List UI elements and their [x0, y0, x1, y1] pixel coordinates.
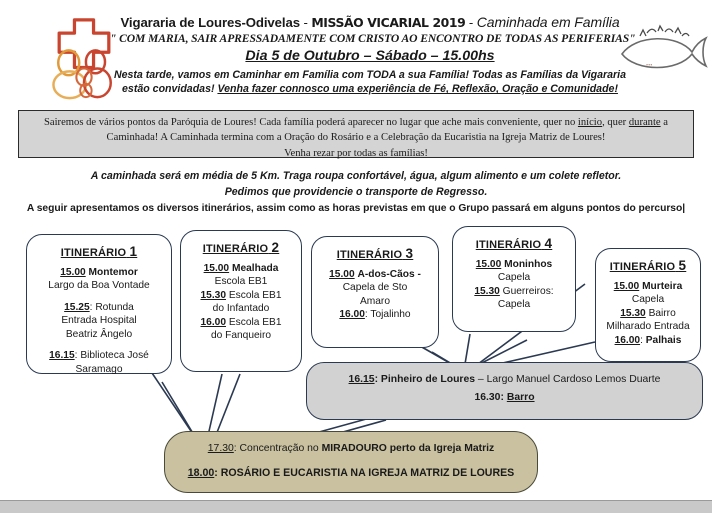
stop-sep: : [640, 334, 643, 346]
stop-time: 15.00 [475, 259, 502, 270]
stop-place: Mealhada [231, 263, 279, 274]
itinerary-4-label: ITINERÁRIO [475, 239, 542, 251]
itinerary-diagram [0, 222, 712, 490]
header-motto: " COM MARIA, SAIR APRESSADAMENTE COM CRISTO AO ENCONTRO DE TODAS AS PERIFERIAS" [110, 32, 636, 45]
header-date: Dia 5 de Outubro – Sábado – 15.00hs [245, 48, 495, 64]
stop-time: 16.00 [339, 309, 365, 321]
invitation-part-3: Venha fazer connosco uma experiência de Fé, Reflexão, Oração e Comunidade! [217, 83, 618, 96]
header-sep-1: - [299, 15, 312, 30]
itinerary-3-stops [317, 268, 433, 322]
header-invitation [110, 68, 630, 97]
final-line-2 [175, 467, 527, 479]
stop-time: 15.30 [200, 289, 226, 301]
header-text-block [110, 14, 636, 97]
stop-extra-a: Entrada Hospital [61, 315, 137, 327]
stop-extra: Capela [631, 294, 665, 306]
stop [458, 285, 570, 298]
stop-extra: Milharado Entrada [606, 321, 690, 333]
itineraries-intro: A seguir apresentamos os diversos itinerários, assim como as horas previstas em que o Grupo passará em alguns pontos do percurso| [26, 203, 686, 214]
advice-block [0, 168, 712, 201]
itinerary-2-title [186, 240, 296, 255]
merge-place-1: : Pinheiro de Loures [374, 374, 478, 385]
itinerary-3-label: ITINERÁRIO [336, 249, 403, 261]
header-sep-2: - [465, 15, 477, 30]
stop [600, 280, 696, 293]
invitation-part-1: Nesta tarde, vamos em Caminhar em Família com TODA a sua Família! Todas as Famílias da Vigararia estão [113, 69, 627, 96]
itinerary-4-number: 4 [544, 236, 553, 251]
notice-box [18, 110, 694, 158]
itinerary-4-title [458, 236, 570, 251]
stop-time: 16.15 [49, 350, 75, 362]
notice-underline-inicio: início [577, 117, 603, 128]
itinerary-2-label: ITINERÁRIO [202, 243, 269, 255]
stop [317, 268, 433, 281]
notice-text-1: Sairemos de vários pontos da Paróquia de Loures! Cada família poderá aparecer no lugar que ache mais conveniente, quer no [44, 117, 578, 128]
itinerary-bubble-5[interactable] [595, 248, 701, 362]
stop-place: Moninhos [504, 259, 553, 270]
event-name: Caminhada em Família [476, 14, 620, 30]
stop-time: 15.30 [474, 285, 500, 297]
itinerary-1-title [33, 244, 165, 259]
stop-time: 15.00 [329, 269, 355, 280]
itinerary-4-stops [458, 258, 570, 312]
stop-time: 16.00 [614, 334, 641, 346]
final-gathering-box[interactable] [164, 431, 538, 493]
svg-text:•••: ••• [646, 63, 653, 69]
header-line-1 [110, 14, 630, 30]
stop [33, 301, 165, 314]
stop [600, 307, 696, 320]
itinerary-5-number: 5 [678, 258, 687, 273]
stop-time: 15.30 [620, 307, 646, 319]
stop [33, 349, 165, 362]
stop-place: Palhais [642, 334, 682, 346]
itinerary-bubble-2[interactable] [180, 230, 302, 372]
notice-text-2: , quer [602, 117, 629, 128]
stop-time: 15.00 [613, 281, 640, 292]
merge-time-2: 16.30 [474, 392, 501, 403]
stop-extra: do Fanqueiro [210, 330, 272, 342]
stop-extra: do Infantado [212, 303, 270, 315]
merge-time-1: 16.15 [348, 374, 375, 385]
final-place-1: MIRADOURO perto da Igreja Matriz [321, 443, 495, 454]
itinerary-1-number: 1 [129, 244, 138, 259]
stop-place: Montemor [88, 267, 138, 278]
stop-extra: Capela [497, 272, 531, 284]
final-text-1: : Concentração no [233, 443, 322, 454]
itinerary-bubble-4[interactable] [452, 226, 576, 332]
merge-point-box[interactable] [306, 362, 703, 420]
notice-text-3: a Caminhada! A Caminhada termina com a Oração do Rosário e a Celebração da Eucaristia na Igreja Matriz de Loures! [106, 117, 668, 144]
stop-time: 15.00 [203, 263, 230, 274]
stop-sep: : [364, 309, 368, 321]
itinerary-1-stops [33, 266, 165, 376]
final-text-2: : ROSÁRIO E EUCARISTIA NA IGREJA MATRIZ DE LOURES [214, 467, 515, 479]
itinerary-3-number: 3 [405, 246, 414, 261]
vicariate-name: Vigararia de Loures-Odivelas [120, 15, 300, 30]
itinerary-bubble-3[interactable] [311, 236, 439, 348]
stop [186, 316, 296, 329]
invitation-part-2: convidadas! [152, 83, 218, 96]
stop-extra: Capela [497, 299, 531, 311]
advice-line-2: Pedimos que providencie o transporte de Regresso. [224, 186, 488, 199]
stop-extra: Largo da Boa Vontade [48, 280, 150, 292]
stop-place: Guerreiros: [499, 285, 554, 297]
stop-place: A-dos-Cãos - [357, 269, 421, 280]
stop-extra-a: Capela de Sto [342, 282, 408, 294]
final-line-1 [175, 443, 527, 454]
footer-bar [0, 500, 712, 513]
notice-text-4: Venha rezar por todas as famílias! [284, 147, 428, 159]
ichthys-fish-icon [616, 20, 708, 82]
stop-time: 15.00 [60, 267, 86, 278]
stop [600, 334, 696, 347]
itinerary-2-stops [186, 262, 296, 343]
merge-sep-2: : [500, 392, 507, 403]
itinerary-bubble-1[interactable] [26, 234, 172, 374]
stop-place: Escola EB1 [226, 289, 282, 301]
stop-place: Tojalinho [367, 309, 411, 321]
itinerary-3-title [317, 246, 433, 261]
stop [317, 308, 433, 321]
merge-line-2 [315, 392, 694, 403]
stop-extra: Saramago [75, 363, 123, 375]
merge-detail-1: – Largo Manuel Cardoso Lemos Duarte [477, 374, 661, 385]
mission-name: MISSÃO VICARIAL 2019 [311, 15, 466, 30]
itinerary-5-title [600, 258, 696, 273]
stop [458, 258, 570, 271]
stop-extra-b: Amaro [359, 295, 390, 307]
itinerary-5-stops [600, 280, 696, 347]
final-time-2: 18.00 [187, 467, 215, 479]
stop [33, 266, 165, 279]
stop-place: Rotunda [92, 301, 134, 313]
stop-extra-b: Beatriz Ângelo [65, 328, 133, 340]
stop [186, 262, 296, 275]
stop-place: Murteira [642, 281, 683, 292]
itinerary-5-label: ITINERÁRIO [609, 261, 676, 273]
itinerary-1-label: ITINERÁRIO [60, 247, 127, 259]
stop-time: 15.25 [64, 301, 90, 313]
final-time-1: 17.30 [207, 443, 234, 454]
stop-extra: Escola EB1 [214, 276, 268, 288]
notice-underline-durante: durante [628, 117, 661, 128]
merge-place-2: Barro [506, 392, 535, 403]
advice-line-1: A caminhada será em média de 5 Km. Traga roupa confortável, água, algum alimento e um colete refletor. [90, 170, 622, 182]
merge-line-1 [315, 374, 694, 385]
stop-sep: : [89, 301, 93, 313]
stop-place: Escola EB1 [226, 316, 282, 328]
stop-place: Biblioteca José [77, 350, 149, 362]
itinerary-2-number: 2 [271, 240, 280, 255]
stop-time: 16.00 [200, 316, 226, 328]
stop [186, 289, 296, 302]
stop-place: Bairro [645, 307, 676, 319]
poster-header [0, 0, 712, 104]
stop-sep: : [74, 350, 78, 362]
